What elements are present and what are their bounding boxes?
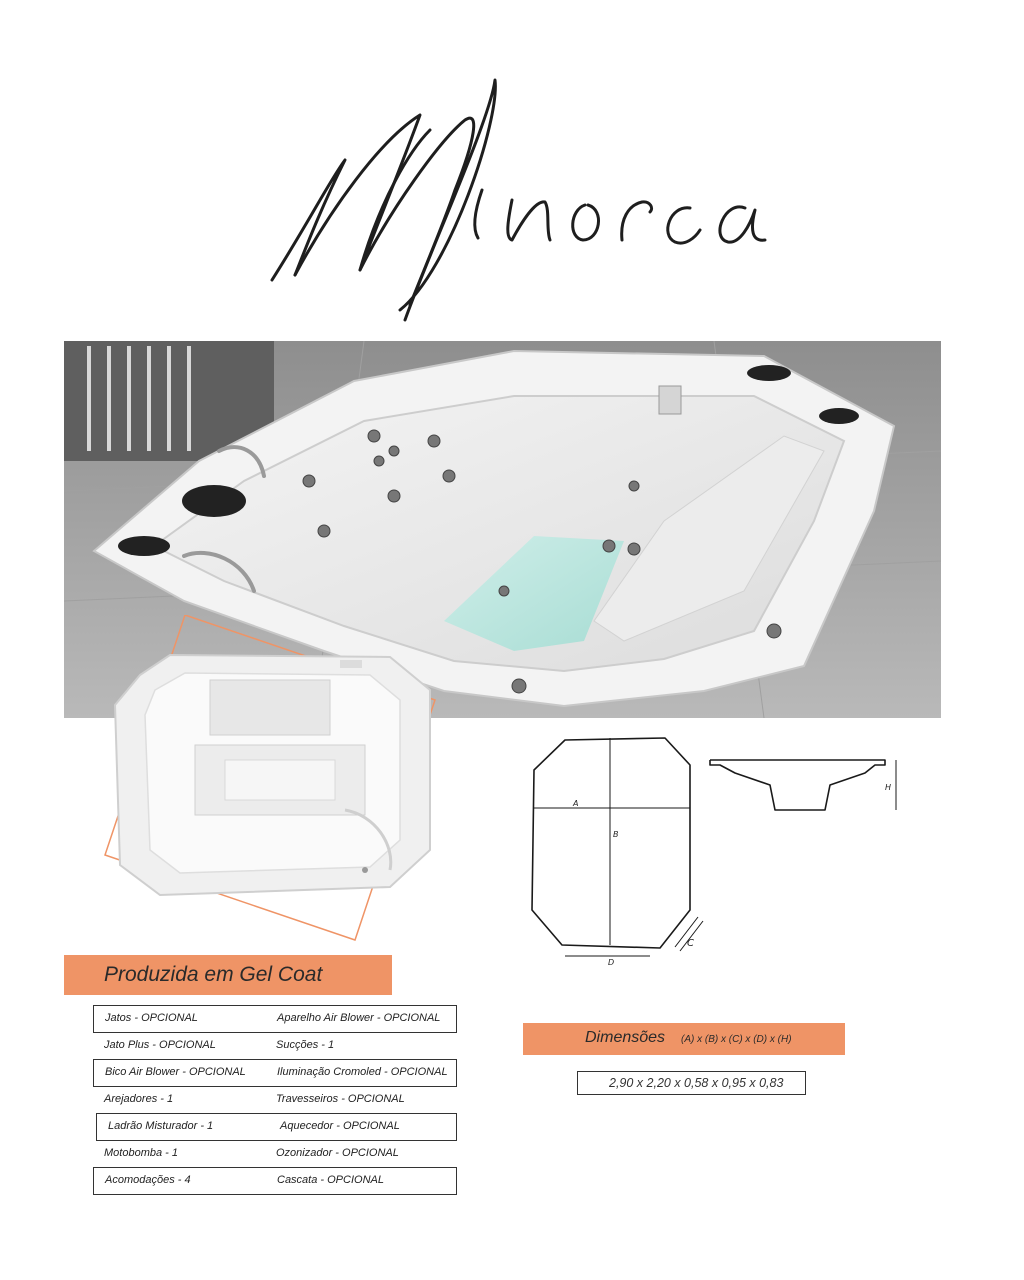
- spec-row: [93, 1087, 457, 1113]
- spec-left: Acomodações - 4: [105, 1174, 191, 1186]
- spec-row: [93, 1005, 457, 1033]
- spec-row: [93, 1141, 457, 1167]
- spec-right: Iluminação Cromoled - OPCIONAL: [277, 1066, 448, 1078]
- label-d: D: [608, 958, 615, 967]
- spec-row: [96, 1113, 457, 1141]
- spec-left: Jato Plus - OPCIONAL: [104, 1039, 216, 1051]
- dimensions-banner: [523, 1023, 845, 1055]
- spec-right: Sucções - 1: [276, 1039, 335, 1051]
- spec-row: [93, 1167, 457, 1195]
- dimensions-subtitle: (A) x (B) x (C) x (D) x (H): [681, 1034, 792, 1045]
- gel-coat-banner: [64, 955, 392, 995]
- dimension-diagrams: [520, 730, 920, 980]
- spec-left: Motobomba - 1: [104, 1147, 178, 1159]
- gel-coat-text: Produzida em Gel Coat: [104, 963, 323, 986]
- spec-left: Ladrão Misturador - 1: [108, 1120, 214, 1132]
- dimensions-values-box: [577, 1071, 806, 1095]
- label-h: H: [885, 783, 892, 792]
- spec-row: [93, 1059, 457, 1087]
- spec-right: Cascata - OPCIONAL: [277, 1174, 384, 1186]
- spec-left: Jatos - OPCIONAL: [105, 1012, 198, 1024]
- tub-shell-photo: [100, 615, 440, 945]
- dimensions-values: 2,90 x 2,20 x 0,58 x 0,95 x 0,83: [609, 1076, 784, 1090]
- label-c: C: [687, 938, 694, 949]
- spec-right: Aquecedor - OPCIONAL: [280, 1120, 400, 1132]
- spec-right: Ozonizador - OPCIONAL: [276, 1147, 399, 1159]
- spec-right: Travesseiros - OPCIONAL: [276, 1093, 405, 1105]
- spec-row: [93, 1033, 457, 1059]
- product-title-logo: [250, 60, 770, 350]
- spec-left: Arejadores - 1: [104, 1093, 174, 1105]
- label-a: A: [573, 799, 579, 808]
- spec-right: Aparelho Air Blower - OPCIONAL: [277, 1012, 441, 1024]
- label-b: B: [613, 830, 619, 839]
- spec-left: Bico Air Blower - OPCIONAL: [105, 1066, 246, 1078]
- specs-table: [93, 1005, 457, 1195]
- dimensions-title: Dimensões: [585, 1029, 666, 1046]
